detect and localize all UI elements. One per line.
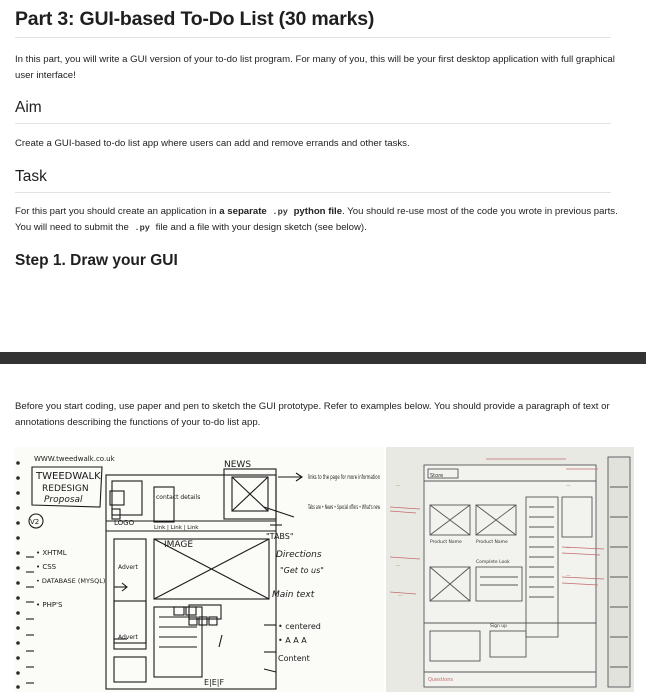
sketch-examples <box>14 447 634 692</box>
aim-section <box>0 99 646 152</box>
sketch-main-text: Main text <box>272 590 315 600</box>
svg-text:—: — <box>396 484 401 489</box>
section-divider-band <box>0 352 646 364</box>
svg-text:—: — <box>566 546 571 551</box>
intro-paragraph: In this part, you will write a GUI version of your to-do list program. For many of you, this will be your first desktop application with full graphical user interface! <box>15 54 615 81</box>
task-section <box>0 168 646 236</box>
sketch-complete-look: Complete Look <box>476 560 510 565</box>
sketch-title-1: TWEEDWALK <box>36 471 101 482</box>
sketch-sign-up: Sign up <box>490 624 507 629</box>
sketch-content: Content <box>278 654 310 663</box>
svg-text:—: — <box>566 484 571 489</box>
svg-text:—: — <box>398 594 403 599</box>
sketch-contact: contact details <box>156 494 201 501</box>
sketch-title-2: REDESIGN <box>42 484 89 494</box>
task-text-2: . You should re-use most of the code you wrote in previous parts. You will need to submit the <box>15 206 618 233</box>
sketch-logo: LOGO <box>114 519 135 527</box>
sketch-tech-3: • DATABASE (MYSQL) <box>36 577 106 585</box>
sketch-right-drawing <box>386 447 634 692</box>
sketch-left-drawing <box>14 447 384 692</box>
sketch-nav: Link | Link | Link <box>154 525 199 531</box>
aim-paragraph: Create a GUI-based to-do list app where users can add and remove errands and other tasks. <box>15 138 410 149</box>
sketch-get-to-us: "Get to us" <box>280 566 324 575</box>
notebook-binding <box>16 461 20 689</box>
sketch-tech-4: • PHP'S <box>36 601 63 609</box>
sketch-product-1: Product Name <box>430 540 462 545</box>
sketch-questions: Questions <box>428 677 453 683</box>
sketch-aaa: • A A A <box>278 636 307 645</box>
step1-section <box>0 252 646 270</box>
task-heading: Task <box>15 168 611 193</box>
svg-text:—: — <box>566 574 571 579</box>
task-text-3: file and a file with your design sketch (see below). <box>155 222 367 233</box>
sketch-advert-1: Advert <box>118 564 138 571</box>
sketch-tabs: "TABS" <box>266 532 294 541</box>
step1-heading: Step 1. Draw your GUI <box>15 252 178 269</box>
task-code-py-2: .py <box>134 223 150 233</box>
sketch-store-wireframe <box>386 447 634 692</box>
sketch-centered: • centered <box>278 622 321 631</box>
sketch-image: IMAGE <box>164 540 194 550</box>
sketch-advert-2: Advert <box>118 634 138 641</box>
sketch-note-links: links to the page for more information <box>308 473 380 481</box>
step1-paragraph: Before you start coding, use paper and pen to sketch the GUI prototype. Refer to examples below. You should provide a paragraph of text or annotations describing the functions of your to-do list app. <box>15 401 610 428</box>
sketch-title-3: Proposal <box>44 495 83 505</box>
svg-text:—: — <box>396 564 401 569</box>
sketch-news: NEWS <box>224 460 252 470</box>
sketch-note-tabs: Tabs are • News • Special offers • What's new <box>307 503 381 511</box>
sketch-directions: Directions <box>276 550 322 560</box>
sketch-store-header: Store <box>430 473 444 479</box>
part3-section <box>0 0 646 84</box>
sketch-footer: E|E|F <box>204 678 225 687</box>
sketch-website-proposal <box>14 447 384 692</box>
page-title: Part 3: GUI-based To-Do List (30 marks) <box>15 0 611 38</box>
task-code-py: .py <box>272 207 288 217</box>
task-text-1: For this part you should create an application in <box>15 206 220 217</box>
sketch-product-2: Product Name <box>476 540 508 545</box>
sketch-tech-1: • XHTML <box>36 549 67 557</box>
task-bold-python-file: python file <box>293 206 343 217</box>
task-bold-separate: a separate <box>219 206 267 217</box>
sketch-badge: V2 <box>30 518 40 526</box>
aim-heading: Aim <box>15 99 611 124</box>
sketch-tech-2: • CSS <box>36 563 57 571</box>
sketch-url: WWW.tweedwalk.co.uk <box>34 455 115 463</box>
task-paragraph <box>15 204 625 236</box>
